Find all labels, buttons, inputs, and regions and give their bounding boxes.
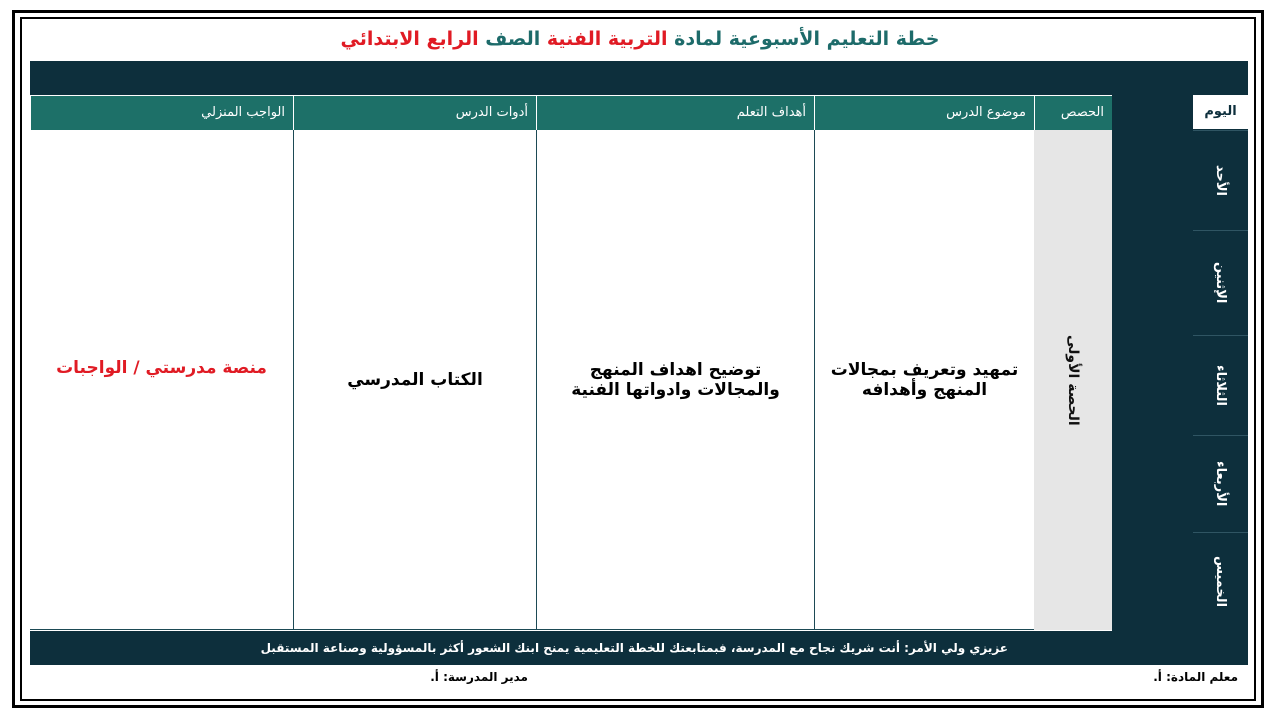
- header-topic: موضوع الدرس: [814, 96, 1034, 130]
- title-part-3: الصف: [485, 28, 541, 50]
- day-label: الإثنين: [1213, 262, 1228, 304]
- day-column-header: اليوم: [1193, 95, 1248, 129]
- homework-text: منصة مدرستي / الواجبات: [56, 358, 267, 378]
- title-subject: التربية الفنية: [546, 28, 668, 50]
- period-label: الحصة الأولى: [1065, 334, 1081, 426]
- header-period: الحصص: [1034, 96, 1112, 130]
- day-label: الأحد: [1213, 164, 1228, 196]
- header-tools: أدوات الدرس: [293, 96, 536, 130]
- header-objectives: أهداف التعلم: [536, 96, 814, 130]
- day-monday: [1193, 230, 1248, 335]
- title-part-1: خطة التعليم الأسبوعية لمادة: [674, 28, 940, 50]
- header-homework: الواجب المنزلي: [30, 96, 293, 130]
- objectives-text: توضيح اهداف المنهج والمجالات وادواتها الفنية: [571, 359, 780, 400]
- topic-text: تمهيد وتعريف بمجالات المنهج وأهدافه: [830, 359, 1019, 400]
- homework-cell: [30, 130, 293, 630]
- day-label: الثلاثاء: [1213, 365, 1228, 406]
- day-wednesday: [1193, 435, 1248, 532]
- day-thursday: [1193, 532, 1248, 631]
- day-sunday: [1193, 130, 1248, 230]
- day-tuesday: [1193, 335, 1248, 435]
- top-dark-band: [30, 61, 1248, 95]
- spacer-column: [1112, 95, 1193, 631]
- title-grade: الرابع الابتدائي: [340, 28, 479, 50]
- day-label: الخميس: [1213, 556, 1228, 608]
- parent-note: عزيزي ولي الأمر: أنت شريك نجاح مع المدرسة، فبمتابعتك للخطة التعليمية يمنح ابنك الشعور أكثر بالمسؤولية وصناعة المستقبل: [30, 631, 1248, 665]
- tools-cell: [293, 130, 536, 630]
- teacher-signature: معلم المادة: أ.: [1153, 670, 1238, 684]
- page-title: [30, 20, 1250, 58]
- topic-cell: [814, 130, 1034, 630]
- tools-text: الكتاب المدرسي: [347, 369, 483, 390]
- period-cell: [1034, 130, 1112, 630]
- principal-signature: مدير المدرسة: أ.: [430, 670, 528, 684]
- day-label: الأربعاء: [1213, 461, 1228, 507]
- objectives-cell: [536, 130, 814, 630]
